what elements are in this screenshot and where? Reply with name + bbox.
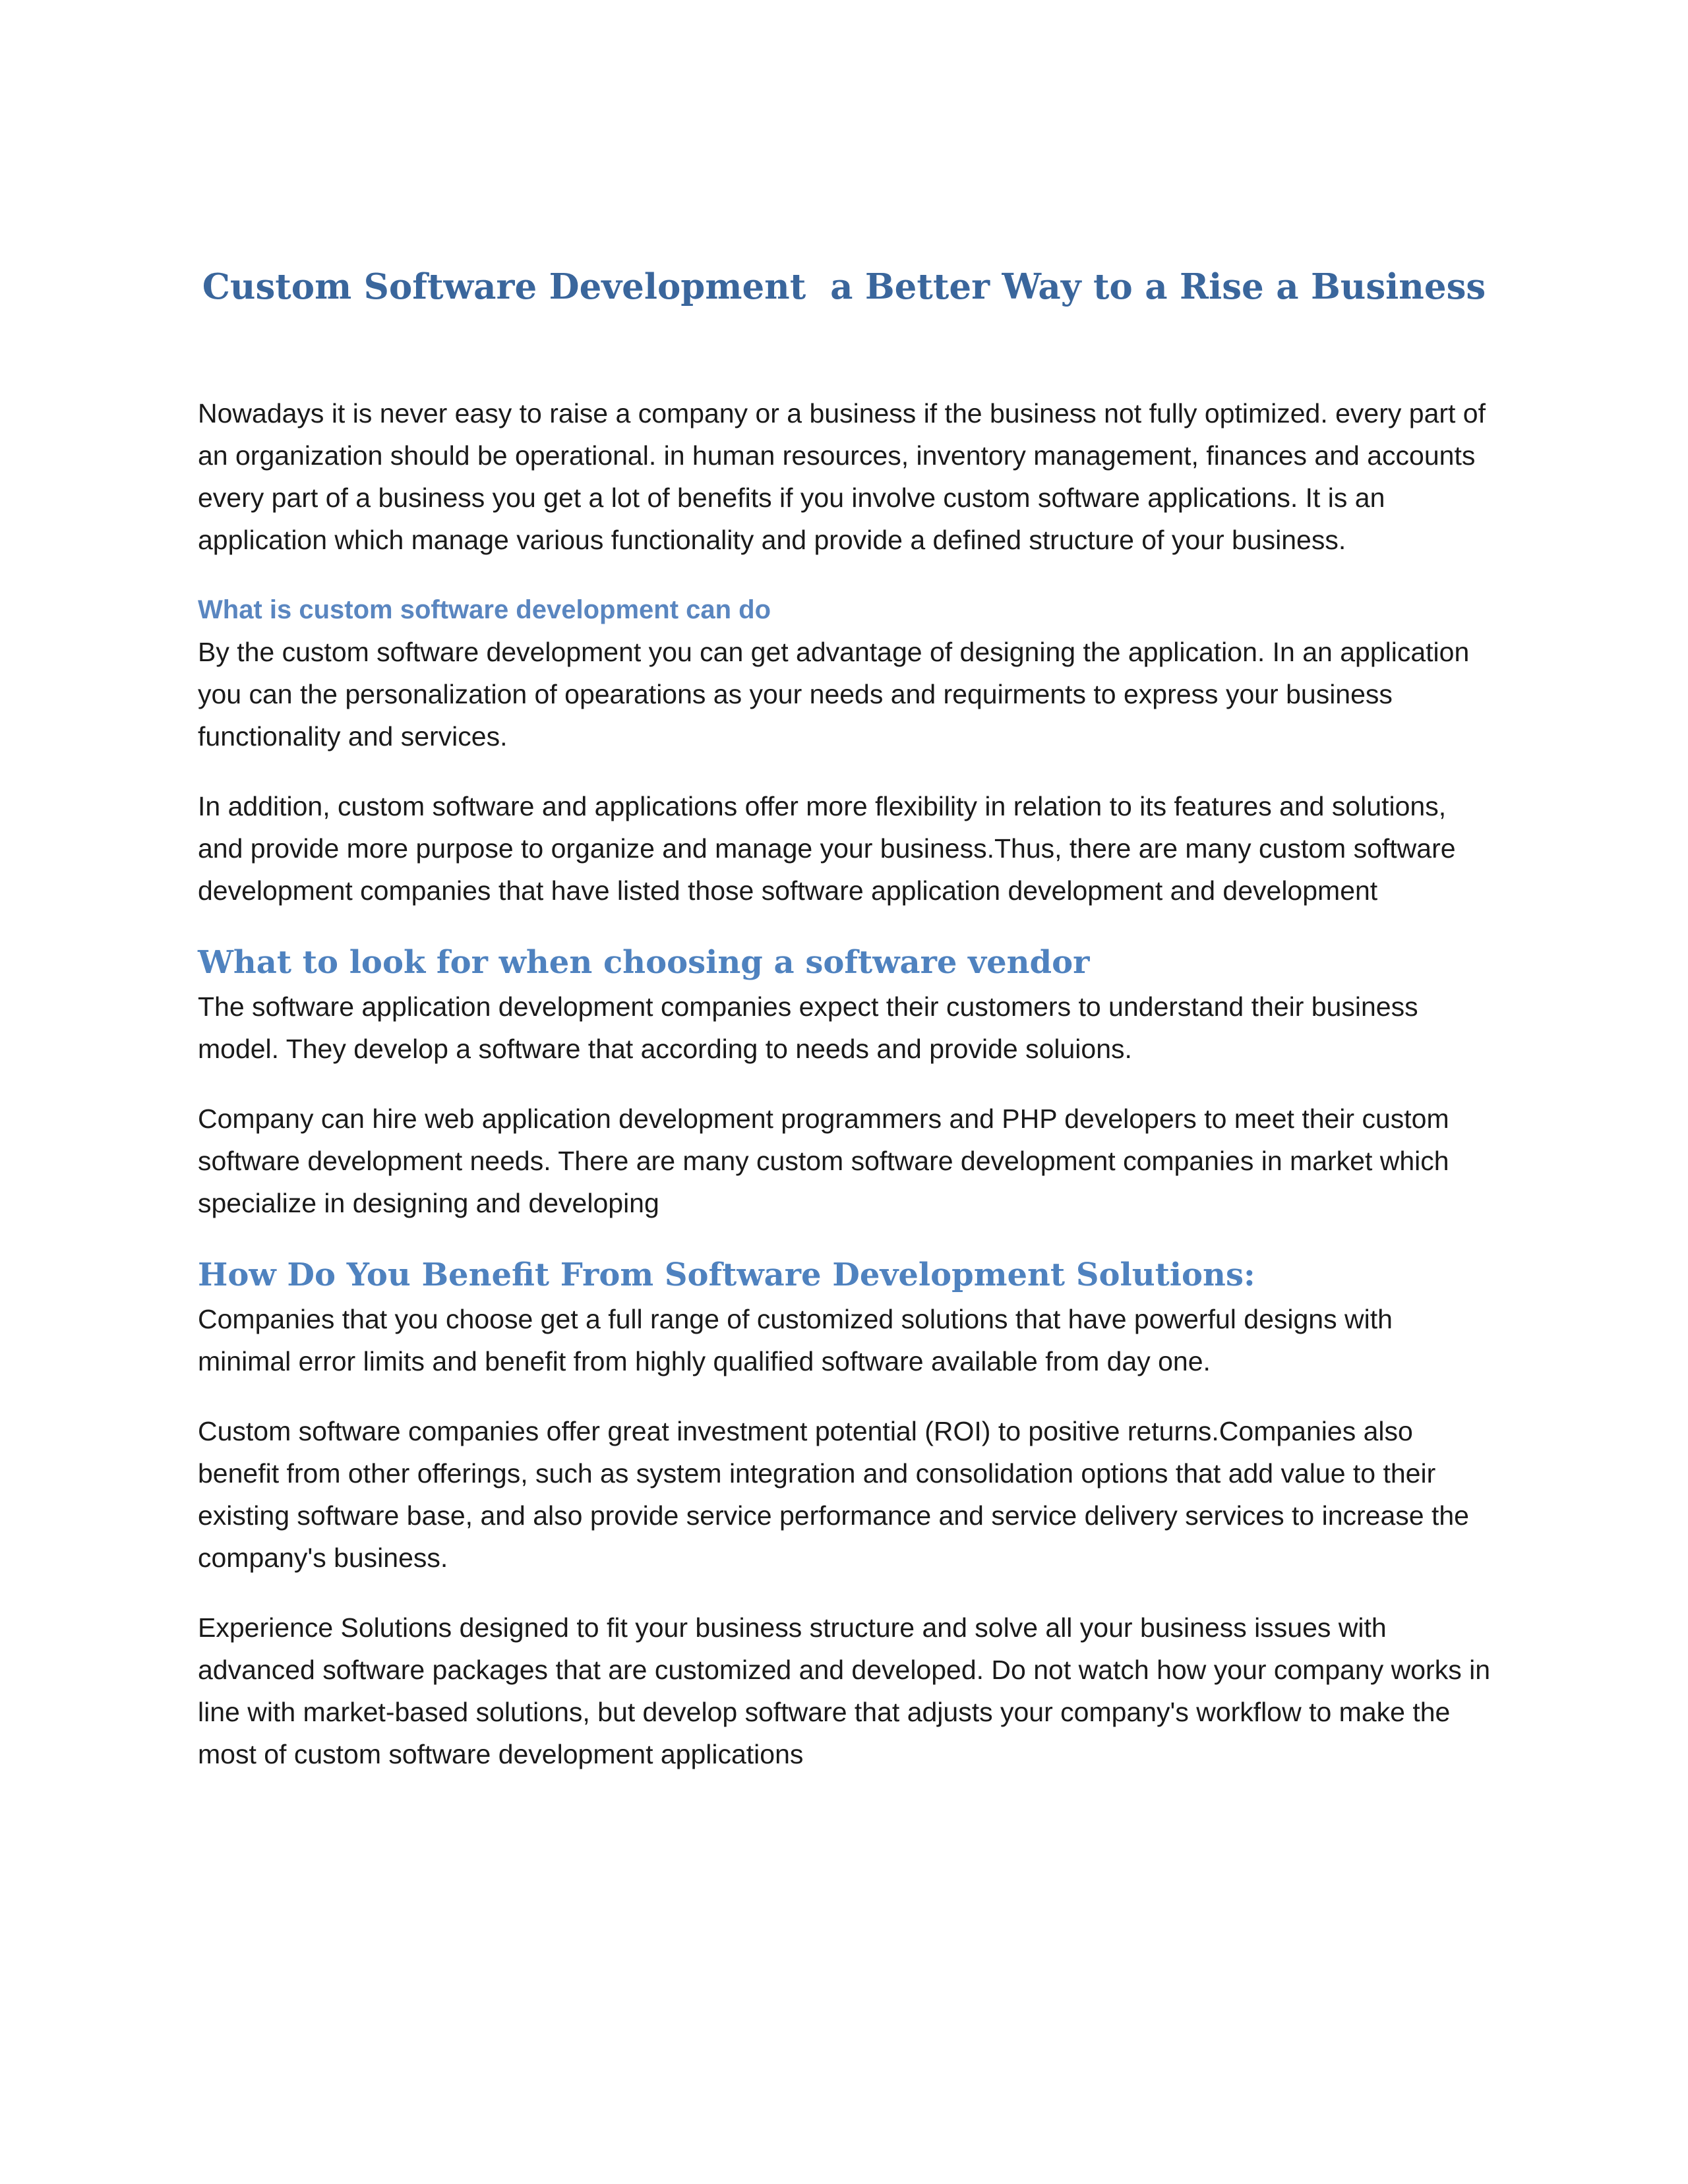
section-heading-benefits: How Do You Benefit From Software Development Solutions: (198, 1256, 1255, 1293)
section2-paragraph-1: The software application development companies expect their customers to understand their business model. They develop a software that according to needs and provide soluions. (198, 991, 1418, 1064)
section2-paragraph-2: Company can hire web application development programmers and PHP developers to meet their custom software development needs. There are many custom software development companies in market which specialize in designing and developing (198, 1104, 1449, 1218)
section1-paragraph-1: By the custom software development you can get advantage of designing the application. In an application you can the personalization of opearations as your needs and requirments to express your business functionality and services. (198, 637, 1470, 752)
section3-paragraph-2: Custom software companies offer great investment potential (ROI) to positive returns.Companies also benefit from other offerings, such as system integration and consolidation options that add value to their existing software base, and also provide service performance and service delivery services to increase the company's business. (198, 1416, 1469, 1573)
document-title: Custom Software Development a Better Way to a Rise a Business (202, 266, 1486, 307)
document-body (198, 260, 1490, 1803)
section3-paragraph-3: Experience Solutions designed to fit your business structure and solve all your business issues with advanced software packages that are customized and developed. Do not watch how your company works in line with market-based solutions, but develop software that adjusts your company's workflow to make the most of custom software development applications (198, 1612, 1490, 1769)
intro-paragraph: Nowadays it is never easy to raise a company or a business if the business not fully optimized. every part of an organization should be operational. in human resources, inventory management, finances and accounts every part of a business you get a lot of benefits if you involve custom software applications. It is an application which manage various functionality and provide a defined structure of your business. (198, 398, 1486, 555)
section1-paragraph-2: In addition, custom software and applications offer more flexibility in relation to its features and solutions, and provide more purpose to organize and manage your business.Thus, there are many custom software development companies that have listed those software application development and development (198, 791, 1456, 906)
section-heading-choosing-vendor: What to look for when choosing a software vendor (198, 944, 1090, 981)
section3-paragraph-1: Companies that you choose get a full range of customized solutions that have powerful designs with minimal error limits and benefit from highly qualified software available from day one. (198, 1304, 1393, 1376)
section-heading-custom-software: What is custom software development can do (198, 595, 771, 624)
